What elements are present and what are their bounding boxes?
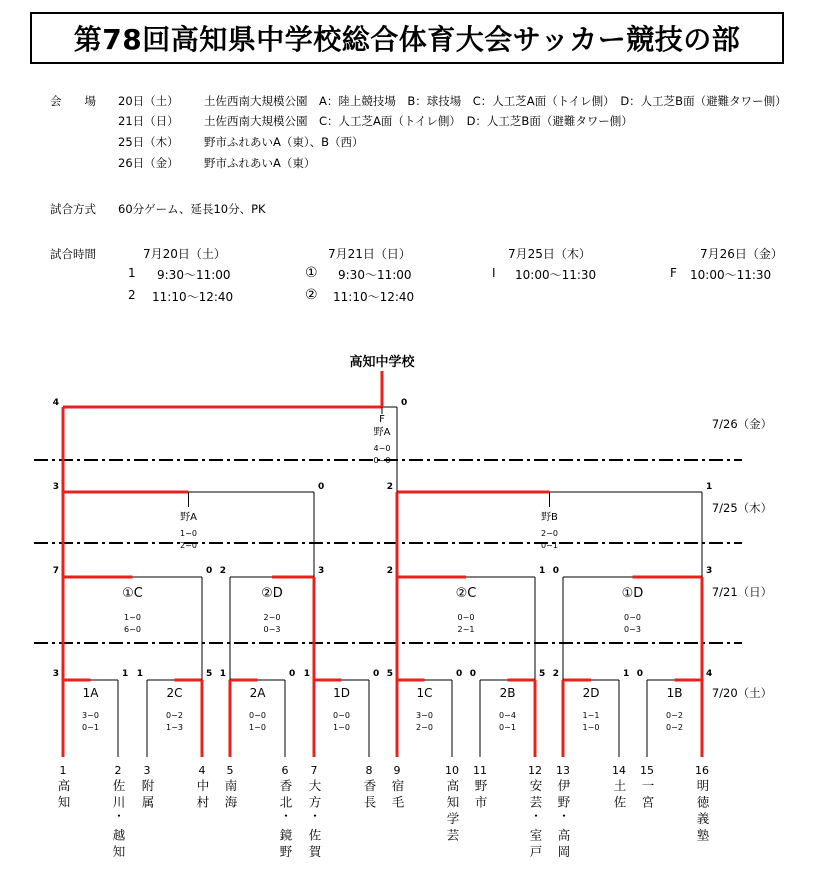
team-name-char: 川: [112, 794, 126, 810]
half-score: 1−0: [333, 723, 350, 732]
team-name-char: 属: [141, 794, 155, 810]
time-col-date: 7月20日（土）: [143, 247, 226, 261]
format-label: 試合方式: [50, 202, 96, 216]
team-number: 14: [612, 764, 626, 777]
venue-text: 野市ふれあいA（東）、B（西）: [204, 135, 364, 149]
team-number: 1: [59, 764, 67, 777]
match-code: ②C: [455, 586, 477, 601]
match-code: I: [187, 499, 190, 510]
team-name-char: 中: [196, 778, 210, 793]
score-label: 4: [706, 669, 713, 679]
venue-date: 25日（木）: [118, 135, 179, 149]
time-mark: F: [670, 266, 677, 280]
match-code: ①C: [122, 586, 143, 601]
match-code: ②D: [261, 586, 283, 601]
half-score: 0−0: [624, 613, 641, 622]
time-mark: ②: [305, 287, 318, 303]
half-score: 0−0: [249, 711, 266, 720]
half-score: 1−0: [582, 723, 600, 732]
half-score: 0−0: [333, 711, 350, 720]
score-label: 1: [623, 669, 630, 679]
half-score: 0−0: [373, 456, 391, 465]
team-number: 4: [198, 764, 206, 777]
score-label: 3: [318, 566, 325, 576]
half-score: 1−1: [582, 711, 600, 720]
time-value: 9:30～11:00: [157, 268, 231, 282]
time-value: 10:00～11:30: [515, 268, 597, 282]
score-label: 1: [706, 482, 713, 492]
score-label: 1: [303, 669, 310, 679]
half-score: 6−0: [124, 625, 141, 634]
half-score: 2−0: [263, 613, 281, 622]
half-score: 4−0: [373, 444, 391, 453]
round-label: 7/25（木）: [711, 501, 773, 515]
team-name-char: 長: [363, 794, 377, 810]
team-name-char: 塾: [696, 827, 710, 843]
time-value: 11:10～12:40: [333, 290, 415, 304]
match-venue: 野B: [541, 512, 558, 523]
time-col-date: 7月25日（木）: [508, 247, 591, 261]
team-name-char: 野: [279, 844, 293, 859]
half-score: 1−0: [249, 723, 266, 732]
score-label: 1: [122, 669, 129, 679]
match-venue: 野A: [373, 427, 391, 438]
team-number: 5: [226, 764, 234, 777]
match-code: 2A: [249, 686, 266, 700]
score-label: 3: [52, 669, 59, 679]
page-title: 第78回高知県中学校総合体育大会サッカー競技の部: [73, 23, 741, 56]
team-name-char: 野: [474, 778, 488, 793]
team-name-char: 室: [529, 827, 543, 843]
time-value: 11:10～12:40: [152, 290, 234, 304]
match-code: I: [548, 499, 551, 510]
team-name-char: 戸: [529, 844, 543, 859]
half-score: 3−0: [82, 711, 99, 720]
half-score: 0−2: [666, 723, 683, 732]
venue-text: 土佐西南大規模公園 C：人工芝A面（トイレ側） D：人工芝B面（避難タワー側）: [204, 114, 633, 128]
venue-text: 野市ふれあいA（東）: [204, 156, 316, 170]
team-name-char: ・: [308, 809, 322, 823]
score-label: 3: [52, 482, 59, 492]
team-name-char: 南: [224, 778, 238, 793]
team-name-char: 越: [112, 827, 126, 843]
format-text: 60分ゲーム、延長10分、PK: [118, 202, 266, 216]
score-label: 2: [552, 669, 559, 679]
venue-date: 21日（日）: [118, 114, 179, 128]
team-name-char: ・: [112, 809, 126, 823]
match-code: 2D: [582, 686, 600, 700]
half-score: 1−0: [124, 613, 141, 622]
team-name-char: 宿: [391, 778, 405, 793]
match-code: 1D: [333, 686, 350, 700]
team-number: 8: [365, 764, 373, 777]
team-number: 12: [528, 764, 542, 777]
team-name-char: 大: [308, 778, 322, 793]
round-label: 7/26（金）: [711, 417, 773, 431]
team-name-char: 北: [279, 794, 293, 810]
venue-date: 20日（土）: [118, 94, 179, 108]
team-name-char: ・: [279, 809, 293, 823]
team-name-char: 高: [557, 827, 571, 843]
score-label: 0: [636, 669, 643, 679]
team-name-char: 宮: [641, 794, 655, 810]
team-name-char: 知: [446, 794, 460, 810]
team-name-char: 明: [696, 778, 710, 793]
half-score: 0−1: [82, 723, 99, 732]
score-label: 2: [386, 482, 393, 492]
half-score: 0−4: [499, 711, 516, 720]
half-score: 2−1: [457, 625, 475, 634]
round-label: 7/21（日）: [711, 585, 773, 599]
score-label: 0: [469, 669, 476, 679]
score-label: 0: [373, 669, 380, 679]
team-number: 7: [310, 764, 318, 777]
score-label: 1: [539, 566, 546, 576]
team-name-char: 佐: [308, 827, 322, 843]
team-name-char: 芸: [446, 827, 460, 843]
team-number: 6: [281, 764, 289, 777]
team-number: 11: [473, 764, 487, 777]
half-score: 0−0: [457, 613, 475, 622]
match-code: 2C: [166, 686, 183, 700]
half-score: 0−3: [263, 625, 281, 634]
team-name-char: 学: [446, 811, 460, 826]
score-label: 2: [219, 566, 226, 576]
team-name-char: 高: [446, 778, 460, 793]
score-label: 5: [386, 669, 393, 679]
venue-label: 会 場: [50, 94, 96, 108]
score-label: 0: [289, 669, 296, 679]
score-label: 1: [136, 669, 143, 679]
team-number: 15: [640, 764, 654, 777]
score-label: 4: [52, 398, 59, 408]
team-name-char: 土: [613, 778, 627, 793]
time-value: 9:30～11:00: [338, 268, 412, 282]
round-label: 7/20（土）: [711, 686, 773, 700]
team-name-char: 鏡: [279, 827, 293, 843]
team-name-char: 徳: [696, 794, 710, 810]
match-code: 2B: [499, 686, 516, 700]
team-name-char: 香: [279, 778, 293, 793]
team-number: 16: [695, 764, 709, 777]
half-score: 0−3: [624, 625, 641, 634]
champion-label: 高知中学校: [349, 355, 415, 370]
team-name-char: 知: [57, 794, 71, 810]
team-number: 10: [445, 764, 459, 777]
time-mark: ①: [305, 265, 318, 281]
score-label: 2: [386, 566, 393, 576]
time-mark: I: [492, 266, 496, 280]
team-name-char: 安: [529, 778, 543, 793]
team-number: 13: [556, 764, 570, 777]
match-code: 1A: [82, 686, 99, 700]
team-name-char: 知: [112, 844, 126, 859]
match-code: F: [379, 414, 385, 425]
half-score: 2−0: [180, 541, 197, 550]
times-label: 試合時間: [50, 247, 96, 261]
score-label: 0: [401, 398, 408, 408]
team-name-char: ・: [529, 809, 543, 823]
team-name-char: ・: [557, 809, 571, 823]
half-score: 2−0: [541, 529, 558, 538]
time-mark: 1: [128, 266, 136, 280]
team-name-char: 芸: [529, 794, 543, 810]
time-mark: 2: [128, 288, 136, 302]
team-number: 9: [393, 764, 401, 777]
team-number: 2: [114, 764, 122, 777]
half-score: 0−1: [499, 723, 516, 732]
score-label: 5: [206, 669, 213, 679]
match-code: 1B: [666, 686, 683, 700]
score-label: 0: [456, 669, 463, 679]
team-name-char: 義: [696, 811, 710, 826]
time-col-date: 7月26日（金）: [700, 247, 783, 261]
half-score: 3−0: [416, 711, 433, 720]
match-code: 1C: [416, 686, 433, 700]
venue-text: 土佐西南大規模公園 A：陸上競技場 B：球技場 C：人工芝A面（トイレ側） D：人工芝B面（避難タワー側）: [204, 94, 787, 108]
team-name-char: 賀: [308, 844, 322, 859]
score-label: 0: [318, 482, 325, 492]
team-name-char: 香: [363, 778, 377, 793]
half-score: 0−2: [166, 711, 183, 720]
half-score: 0−2: [666, 711, 683, 720]
score-label: 1: [219, 669, 226, 679]
venue-date: 26日（金）: [118, 156, 179, 170]
time-value: 10:00～11:30: [690, 268, 772, 282]
team-name-char: 附: [141, 778, 155, 793]
team-name-char: 野: [557, 794, 571, 810]
team-number: 3: [143, 764, 151, 777]
time-col-date: 7月21日（日）: [328, 247, 411, 261]
half-score: 2−0: [416, 723, 433, 732]
match-venue: 野A: [180, 512, 197, 523]
team-name-char: 海: [224, 794, 238, 810]
score-label: 7: [52, 566, 59, 576]
score-label: 0: [552, 566, 559, 576]
team-name-char: 毛: [391, 794, 405, 810]
team-name-char: 佐: [613, 794, 627, 810]
half-score: 1−0: [180, 529, 197, 538]
team-name-char: 市: [474, 794, 488, 810]
score-label: 5: [539, 669, 546, 679]
team-name-char: 一: [641, 778, 655, 793]
score-label: 0: [206, 566, 213, 576]
team-name-char: 村: [196, 794, 210, 810]
team-name-char: 伊: [557, 778, 571, 793]
team-name-char: 高: [57, 778, 71, 793]
team-name-char: 佐: [112, 778, 126, 793]
score-label: 3: [706, 566, 713, 576]
team-name-char: 岡: [557, 844, 571, 859]
match-code: ①D: [621, 586, 644, 601]
half-score: 1−3: [166, 723, 183, 732]
half-score: 0−1: [541, 541, 558, 550]
team-name-char: 方: [308, 794, 322, 810]
